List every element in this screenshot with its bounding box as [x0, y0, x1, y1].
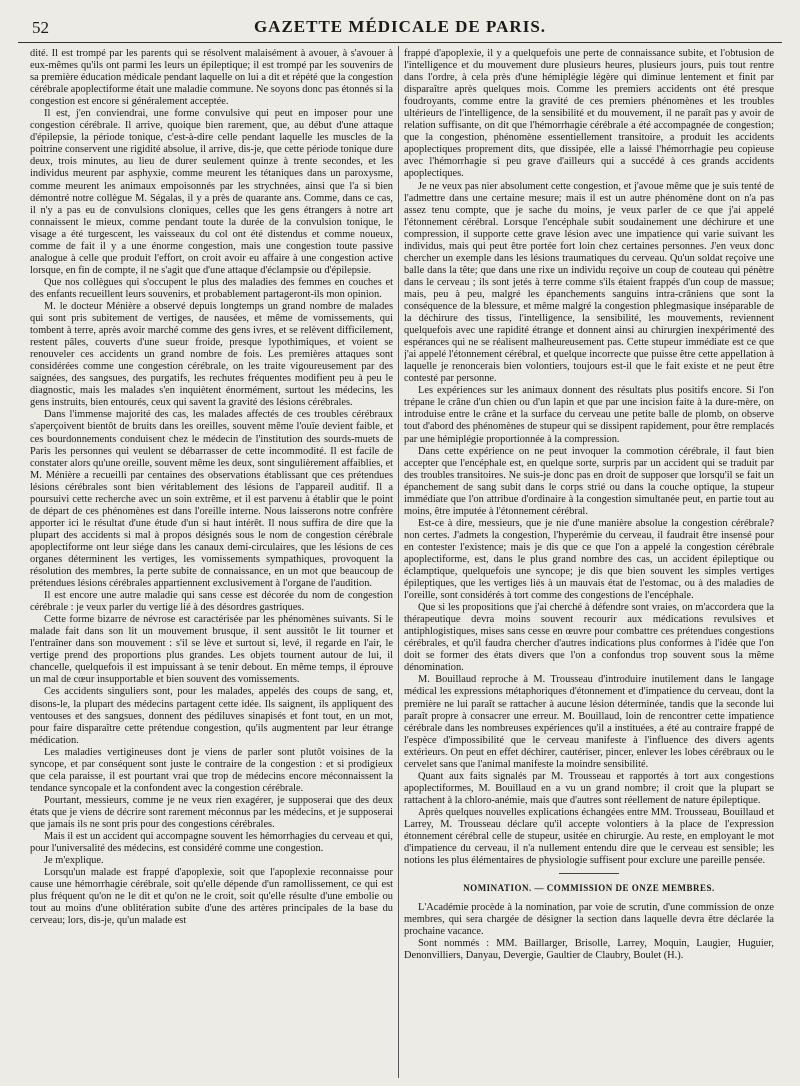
- paragraph: Est-ce à dire, messieurs, que je nie d'une manière absolue la congestion cérébrale? non certes. J'admets la congestion, l'hyperémie du cerveau, il faudrait être insensé pour en contester l'existence; mais je dis que ce que l'on a appelé la congestion cérébrale apoplectiforme, est, dans le plus grand nombre des cas, un accident épileptique ou éclamptique, quelquefois une syncope; je dis que bien souvent les simples vertiges épileptiques, que les vertiges liés à un mauvais état de l'estomac, ou à des maladies de l'oreille, sont considérés à tort comme des congestions de l'encéphale.: [404, 517, 774, 602]
- paragraph: Je m'explique.: [44, 855, 104, 867]
- paragraph: Pourtant, messieurs, comme je ne veux rien exagérer, je supposerai que des deux états que je viens de décrire sont rarement méconnus par les médecins, et je supposerai que jamais ils ne sont pris pour des congestions cérébrales.: [30, 794, 393, 830]
- paragraph: Les expériences sur les animaux donnent des résultats plus positifs encore. Si l'on trépane le crâne d'un chien ou d'un lapin et que par une incision faite à la dure-mère, on introduise entre le crâne et la surface du cerveau une petite balle de plomb, on observe tout d'abord des phénomènes de stupeur qui se dissipent rapidement, pour être remplacés par une hémiplégie proportionnée à la compression.: [404, 385, 774, 445]
- paragraph: Je ne veux pas nier absolument cette congestion, et j'avoue même que je suis tenté de l'admettre dans une certaine mesure; mais il est un autre phénomène dont on n'a pas assez tenu compte, que je sache du moins, je veux parler de ce que j'ai appelé l'étonnement cérébral. Lorsque l'encéphale subit soudainement une déchirure et une compression, il supporte cette grave lésion avec une impatience qui varie suivant les individus, mais qui peut être portée fort loin chez certaines personnes. J'en veux donc chercher un exemple dans les lésions traumatiques du cerveau. Qu'un soldat reçoive une balle dans la tête; que dans une rixe un individu reçoive un coup de couteau qui pénètre dans le cerveau ; ils sont jetés à terre comme s'ils étaient frappés d'un coup de massue; mais, peu à peu, malgré les épanchements sanguins intra-crâniens que sont la conséquence de la blessure, et même malgré la congestion phlegmasique inséparable de la déchirure des tissus, l'intelligence, la sensibilité, les mouvements, reviennent quelquefois avec une rapidité étrange et donnent ainsi au chirurgien inexpérimenté des espérances qui ne se réalisent malheureusement pas. Cette stupeur immédiate est ce que j'ai appelé l'étonnement cérébral, et quelque incorrecte que puisse être cette appellation à laquelle je renoncerais bien volontiers, toujours est-il que le fait existe et ne peut être contesté par personne.: [404, 180, 774, 385]
- paragraph: Il est, j'en conviendrai, une forme convulsive qui peut en imposer pour une congestion cérébrale. Il arrive, quoique bien rarement, que, au début d'une attaque d'épilepsie, la période tonique, c'est-à-dire celle pendant laquelle les muscles de la poitrine conservent une rigidité absolue, il arrive, dis-je, que cette période tonique dure deux, trois minutes, au lieu de durer seulement quinze à trente secondes, et les individus meurent par asphyxie, comme meurent les tétaniques dans un paroxysme, comme meurent les animaux empoisonnés par les strychnées, ainsi que l'a si bien démontré notre collègue M. Ségalas, il y a près de quarante ans. Comme, dans ce cas, il n'y a pas eu de convulsions cloniques, celles que les gens étrangers à notre art connaissent le mieux, comme pendant toute la durée de la convulsion tonique, le visage a été turgescent, les vaisseaux du col ont été distendus et comme noueux, comme de fait il y a une énorme congestion, mais une congestion toute passive analogue à celle que produit l'effort, on croit avoir eu affaire à une congestion active lorsque, en fin de compte, il ne s'agit que d'une attaque d'éclampsie ou d'épilepsie.: [30, 108, 393, 276]
- right-column: [404, 48, 774, 1078]
- paragraph: Lorsqu'un malade est frappé d'apoplexie, soit que l'apoplexie reconnaisse pour cause une hémorrhagie cérébrale, soit qu'elle dépende d'un ramollissement, ce qui est plus fréquent qu'on ne le dit et qu'on ne le croit, soit qu'elle résulte d'une embolie ou tout au moins d'une oblitération subite d'une des artères principales de la base du cerveau; lors, dis-je, qu'un malade est: [30, 867, 393, 927]
- paragraph: Que si les propositions que j'ai cherché à défendre sont vraies, on m'accordera que la thérapeutique devra moins souvent recourir aux médications revulsives et antiphlogistiques, mises sans cesse en œuvre pour combattre ces prétendues congestions cérébrales, et qu'il faudra chercher d'autres indications plus conformes à l'idée que l'on doit se former des états divers que l'on a confondus trop souvent sous la même dénomination.: [404, 602, 774, 674]
- paragraph: Il est encore une autre maladie qui sans cesse est décorée du nom de congestion cérébrale : je veux parler du vertige lié à des désordres gastriques.: [30, 590, 393, 614]
- paragraph: M. le docteur Ménière a observé depuis longtemps un grand nombre de malades qui sont pris subitement de vertiges, de nausées, et même de vomissements, qui tombent à terre, après avoir marché comme des gens ivres, et se relèvent difficilement, restent pâles, couverts d'une sueur froide, presque lypothimiques, et voient se renouveler ces accidents un grand nombre de fois. Les premières attaques sont considérées comme une congestion cérébrale, on les traite vigoureusement par des saignées, des sangsues, des purgatifs, les rechutes fréquentes modifient peu à peu le diagnostic, mais les malades s'en inquiètent énormément, surtout les médecins, les gens instruits, bien entourés, ceux qui savent la gravité des lésions cérébrales.: [30, 300, 393, 409]
- column-separator: [398, 46, 399, 1078]
- section-title: NOMINATION. — COMMISSION DE ONZE MEMBRES.: [463, 883, 715, 894]
- page-number: 52: [32, 18, 49, 37]
- paragraph: Sont nommés : MM. Baillarger, Brisolle, Larrey, Moquin, Laugier, Huguier, Denonvilliers, Danyau, Devergie, Gaultier de Claubry, Boulet (H.).: [404, 938, 774, 962]
- header-rule: [18, 42, 782, 43]
- paragraph: Quant aux faits signalés par M. Trousseau et rapportés à tort aux congestions apoplectiformes, M. Bouillaud en a vu un grand nombre; il croit que la plupart se rattachent à la chloro-anémie, mais que d'autres sont réellement de nature épileptique.: [404, 770, 774, 806]
- paragraph: L'Académie procède à la nomination, par voie de scrutin, d'une commission de onze membres, qui sera chargée de désigner la section dans laquelle devra être déclarée la prochaine vacance.: [404, 902, 774, 938]
- page-header: [18, 16, 782, 40]
- paragraph: Que nos collègues qui s'occupent le plus des maladies des femmes en couches et des enfants recueillent leurs souvenirs, et probablement partageront-ils mon opinion.: [30, 276, 393, 300]
- paragraph: Ces accidents singuliers sont, pour les malades, appelés des coups de sang, et, disons-le, la plupart des médecins partagent cette idée. Ils saignent, ils appliquent des ventouses et des sangsues, donnent des pédiluves sinapisés et font tout, en un mot, pour faire disparaître cette prétendue congestion, qu'ils augmentent par leur étrange médication.: [30, 686, 393, 746]
- paragraph: Les maladies vertigineuses dont je viens de parler sont plutôt voisines de la syncope, et par conséquent sont juste le contraire de la congestion : et si prodigieux que cela paraisse, il est pourtant vrai que trop de médecins encore méconnaissent la tendance syncopale et la confondent avec la congestion cérébrale.: [30, 746, 393, 794]
- left-column: [30, 48, 393, 1078]
- paragraph: frappé d'apoplexie, il y a quelquefois une perte de connaissance subite, et l'obtusion de l'intelligence et du mouvement dure plusieurs heures, plusieurs jours, puis tout rentre dans l'ordre, à cela près d'une hémiplégie légère qui diminue lentement et finit par disparaître après quelques mois. Comme les premiers accidents ont été presque foudroyants, comme entre la gravité de ces premiers phénomènes et les troubles ultérieurs de l'intelligence, de la sensibilité et du mouvement, il ne paraît pas y avoir de relation suffisante, on dit que l'hémorrhagie cérébrale a été accompagnée de congestion; que la congestion, phénomène essentiellement transitoire, a produit les accidents apoplectiques proprement dits, que dissipée, elle a laissé l'hémorrhagie peu copieuse avec l'hémorrhagie si peu grave d'ailleurs qui a succédé à ces grands accidents apoplectiques.: [404, 48, 774, 180]
- paragraph: Cette forme bizarre de névrose est caractérisée par les phénomènes suivants. Si le malade fait dans son lit un mouvement brusque, il sent aussitôt le lit tourner et l'entraîner dans son mouvement : s'il se lève et surtout si, levé, il regarde en l'air, le vertige prend des proportions plus grandes. Les objets tournent autour de lui, il chancelle, quelquefois il est impuissant à se tenir debout. En même temps, il éprouve un mal de cœur insupportable et bien souvent des vomissements.: [30, 614, 393, 686]
- section-rule: [559, 873, 619, 874]
- journal-title: GAZETTE MÉDICALE DE PARIS.: [253, 17, 547, 36]
- paragraph: Mais il est un accident qui accompagne souvent les hémorrhagies du cerveau et qui, pour l'universalité des médecins, est considéré comme une congestion.: [30, 831, 393, 855]
- paragraph: Dans l'immense majorité des cas, les malades affectés de ces troubles cérébraux s'aperçoivent bientôt de bruits dans les oreilles, souvent même l'ouïe devient faible, et ces bourdonnements conduisent chez le médecin de l'institution des sourds-muets de Paris les personnes qui veulent se débarrasser de cette incommodité. Il est facile de constater alors qu'une oreille, souvent même les deux, sont singulièrement affaiblies, et M. Ménière a recueilli par centaines des observations établissant que ces prétendues lésions cérébrales sont bien véritablement des lésions de l'appareil auditif. Il a poursuivi cette recherche avec un soin extrême, et il est parvenu à établir que le point de départ de ces phénomènes est dans l'oreille interne. Nous laisserons notre confrère apporter ici le résultat d'une étude d'un si haut intérêt. Il nous suffira de dire que la plupart des accidents si mal à propos désignés sous le nom de congestion cérébrale apoplectiforme ont leur siége dans les canaux demi-circulaires, que les lésions de ces organes déterminent les vertiges, les vomissements sympathiques, provoquent la résolution des membres, la perte subite de connaissance, en un mot que beaucoup de prétendues lésions cérébrales appartiennent exclusivement à l'organe de l'audition.: [30, 409, 393, 590]
- paragraph: M. Bouillaud reproche à M. Trousseau d'introduire inutilement dans le langage médical les expressions métaphoriques d'étonnement et d'impatience du cerveau, dont la première ne lui paraît se rattacher à aucune lésion déterminée, tandis que la seconde lui paraît propre à consacrer une erreur. M. Bouillaud, loin de rencontrer cette impatience cérébrale dans les nombreuses expériences qu'il a instituées, a été au contraire frappé de l'espèce d'impossibilité que le cerveau manifeste à l'influence des divers agents extérieurs. On peut en effet déchirer, cautériser, pincer, enlever les lobes cérébraux ou le cervelet sans que l'animal manifeste la moindre sensibilité.: [404, 674, 774, 770]
- paragraph: Dans cette expérience on ne peut invoquer la commotion cérébrale, il faut bien accepter que l'encéphale est, en quelque sorte, surpris par un accident qui se traduit par des troubles transitoires. Ne suis-je donc pas en droit de supposer que lorsqu'il se fait un épanchement de sang subit dans le corps strié ou dans la couche optique, la stupeur immédiate que l'on attribue d'ordinaire à la congestion simultanée peut, en partie tout au moins, être imputée à l'étonnement cérébral.: [404, 445, 774, 517]
- paragraph: dité. Il est trompé par les parents qui se résolvent malaisément à avouer, à s'avouer à eux-mêmes qu'ils ont parmi les leurs un épileptique; il est trompé par les souvenirs de sa première éducation médicale pendant laquelle on lui a dit et répété que la congestion cérébrale apoplectiforme était une maladie commune. Ne soyons donc pas étonnés si la congestion est encore si généralement acceptée.: [30, 48, 393, 108]
- paragraph: Après quelques nouvelles explications échangées entre MM. Trousseau, Bouillaud et Larrey, M. Trousseau déclare qu'il accepte volontiers à la place de l'expression étonnement cérébral celle de stupeur, usitée en chirurgie. Au reste, en employant le mot d'impatience du cerveau, il n'a nullement entendu dire que le cerveau est sensible; les notions les plus élémentaires de physiologie suffisent pour exclure une pareille pensée.: [404, 806, 774, 867]
